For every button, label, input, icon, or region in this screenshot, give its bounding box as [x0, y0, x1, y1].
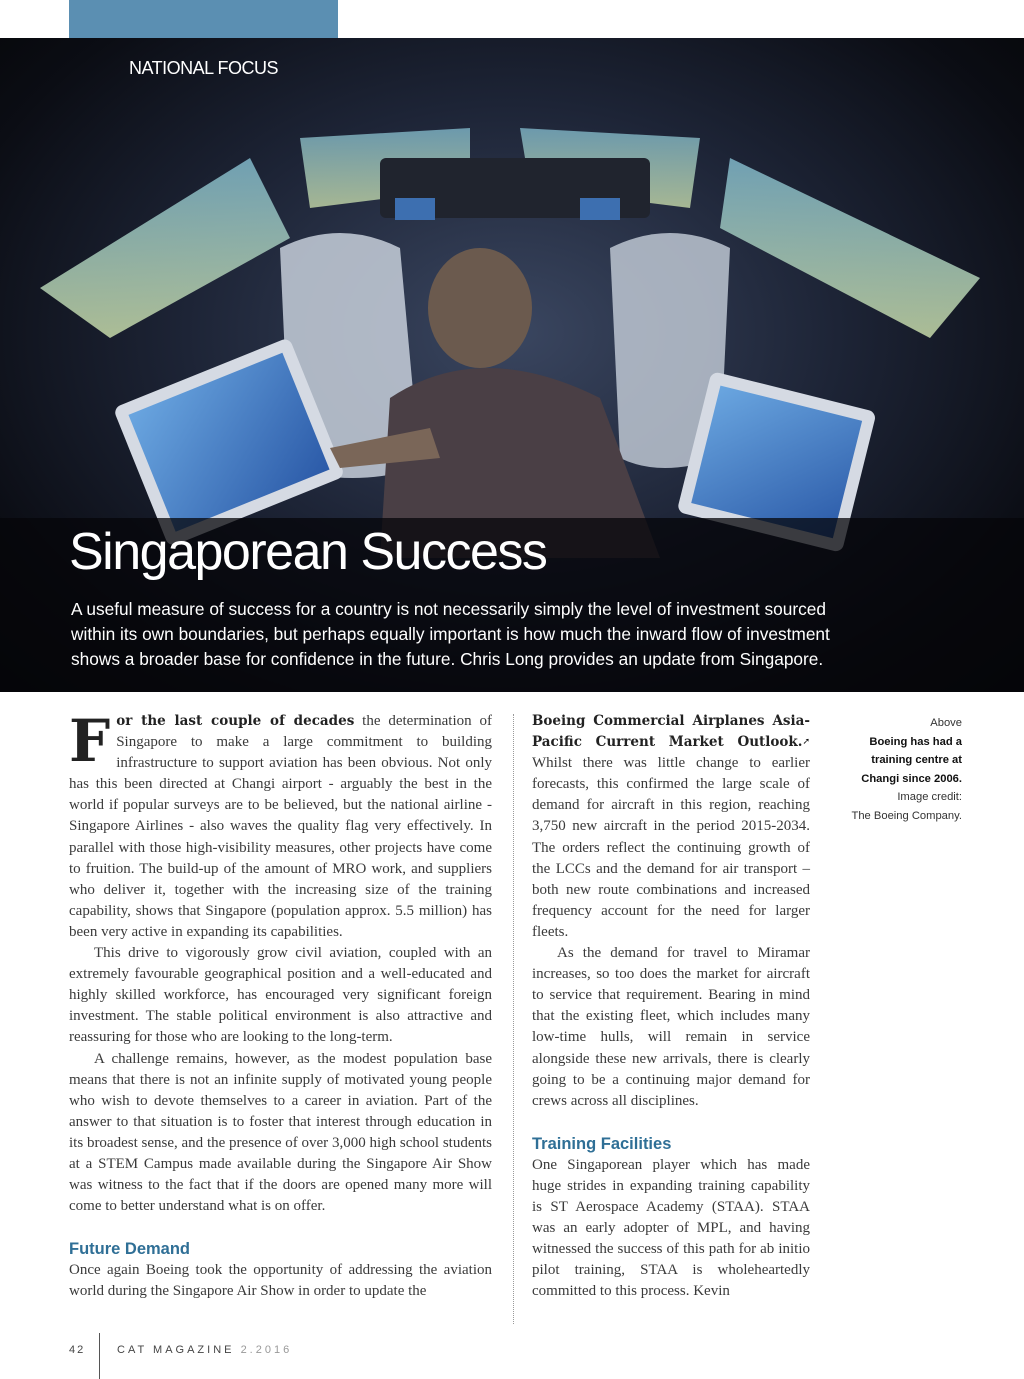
magazine-name: CAT MAGAZINE	[117, 1344, 235, 1356]
caption-credit-label: Image credit:	[897, 791, 962, 803]
section-label: NATIONAL FOCUS	[129, 58, 279, 78]
caption-text: Boeing has had a training centre at Changi since 2006.	[861, 735, 962, 785]
external-link-icon: ➚	[802, 737, 810, 748]
paragraph-2: This drive to vigorously grow civil aviation, coupled with an extremely favourable geographical position and a well-educated and highly skilled workforce, has encouraged very significant foreign investment. The stable political environment is also attractive and reassuring for those who are looking to the long-term.	[69, 945, 492, 1046]
subhead-future-demand: Future Demand	[69, 1240, 191, 1259]
standfirst-text: A useful measure of success for a country is not necessarily simply the level of investment sourced within its own boundaries, but perhaps equally important is how much the inward flow of investment shows a broader base for confidence in the future.	[71, 599, 830, 669]
paragraph-4-cont	[532, 711, 810, 943]
page-number: 42	[69, 1344, 86, 1356]
hero-photo	[0, 38, 1024, 692]
paragraph-5: As the demand for travel to Miramar increases, so too does the market for aircraft to service that requirement. Bearing in mind that the existing fleet, which includes many low-time hulls, will remain in service alongside these new arrivals, there is clearly going to be a continuing major demand for crews across all disciplines.	[532, 945, 810, 1109]
author-name: Chris Long	[460, 649, 544, 669]
drop-cap: F	[69, 707, 111, 775]
photo-caption	[832, 714, 962, 825]
outlook-title: Boeing Commercial Airplanes Asia-Pacific Current Market Outlook.	[532, 713, 810, 751]
paragraph-4-end: Whilst there was little change to earlier forecasts, this confirmed the large scale of demand for aircraft in this region, reaching 3,750 new aircraft in the period 2015-2034. The orders reflect the continuing growth of the LCCs and the demand for air transport – both new route combinations and increased frequency account for the need for larger fleets.	[532, 755, 810, 940]
caption-label: Above	[930, 717, 962, 729]
caption-credit: The Boeing Company.	[851, 809, 962, 822]
cockpit-simulator-illustration	[0, 38, 1024, 692]
paragraph-6: One Singaporean player which has made huge strides in expanding training capability is ST Aerospace Academy (STAA). STAA was an early adopter of MPL, and having witnessed the success of this path for ab initio pilot training, STAA is wholeheartedly committed to this process. Kevin	[532, 1156, 810, 1300]
article-title: Singaporean Success	[69, 523, 547, 581]
paragraph-4-text: Once again Boeing took the opportunity of addressing the aviation world during the Singapore Air Show in order to update the	[69, 1262, 492, 1300]
footer-magazine	[117, 1344, 292, 1356]
article-column-left	[69, 707, 492, 1302]
standfirst	[71, 597, 871, 672]
column-divider	[513, 714, 514, 1324]
subhead-training-facilities: Training Facilities	[532, 1134, 672, 1153]
footer-divider	[99, 1333, 100, 1379]
paragraph-3: A challenge remains, however, as the modest population base means that there is not an infinite supply of motivated young people who wish to devote themselves to a career in aviation. Part of the answer to that situation is to foster that interest through education in its broadest sense, and the presence of over 3,000 high school students at a STEM Campus made available during the Singapore Air Show was witness to the fact that if the doors are opened many more will come to better understand what is on offer.	[69, 1050, 492, 1215]
standfirst-end: provides an update from Singapore.	[543, 649, 824, 669]
section-tab	[69, 0, 338, 38]
issue-number: 2.2016	[240, 1344, 293, 1356]
paragraph-1-text: the determination of Singapore to make a large commitment to building infrastructure to support aviation has been obvious. Not only has this been directed at Changi airport - arguably the best in the world if popular surveys are to be believed, but the national airline - Singapore Airlines - also waves the quality flag very effectively. In parallel with those high-visibility measures, other projects have come to fruition. The build-up of the amount of MRO work, and suppliers who deliver it, together with the increasing size of the training capability, shows that Singapore (population approx. 5.5 million) has been very active in expanding its capabilities.	[69, 713, 492, 940]
lead-in: or the last couple of decades	[116, 713, 355, 729]
article-column-middle	[532, 711, 810, 1302]
paragraph-1	[69, 707, 492, 943]
paragraph-4-start	[69, 1260, 492, 1302]
